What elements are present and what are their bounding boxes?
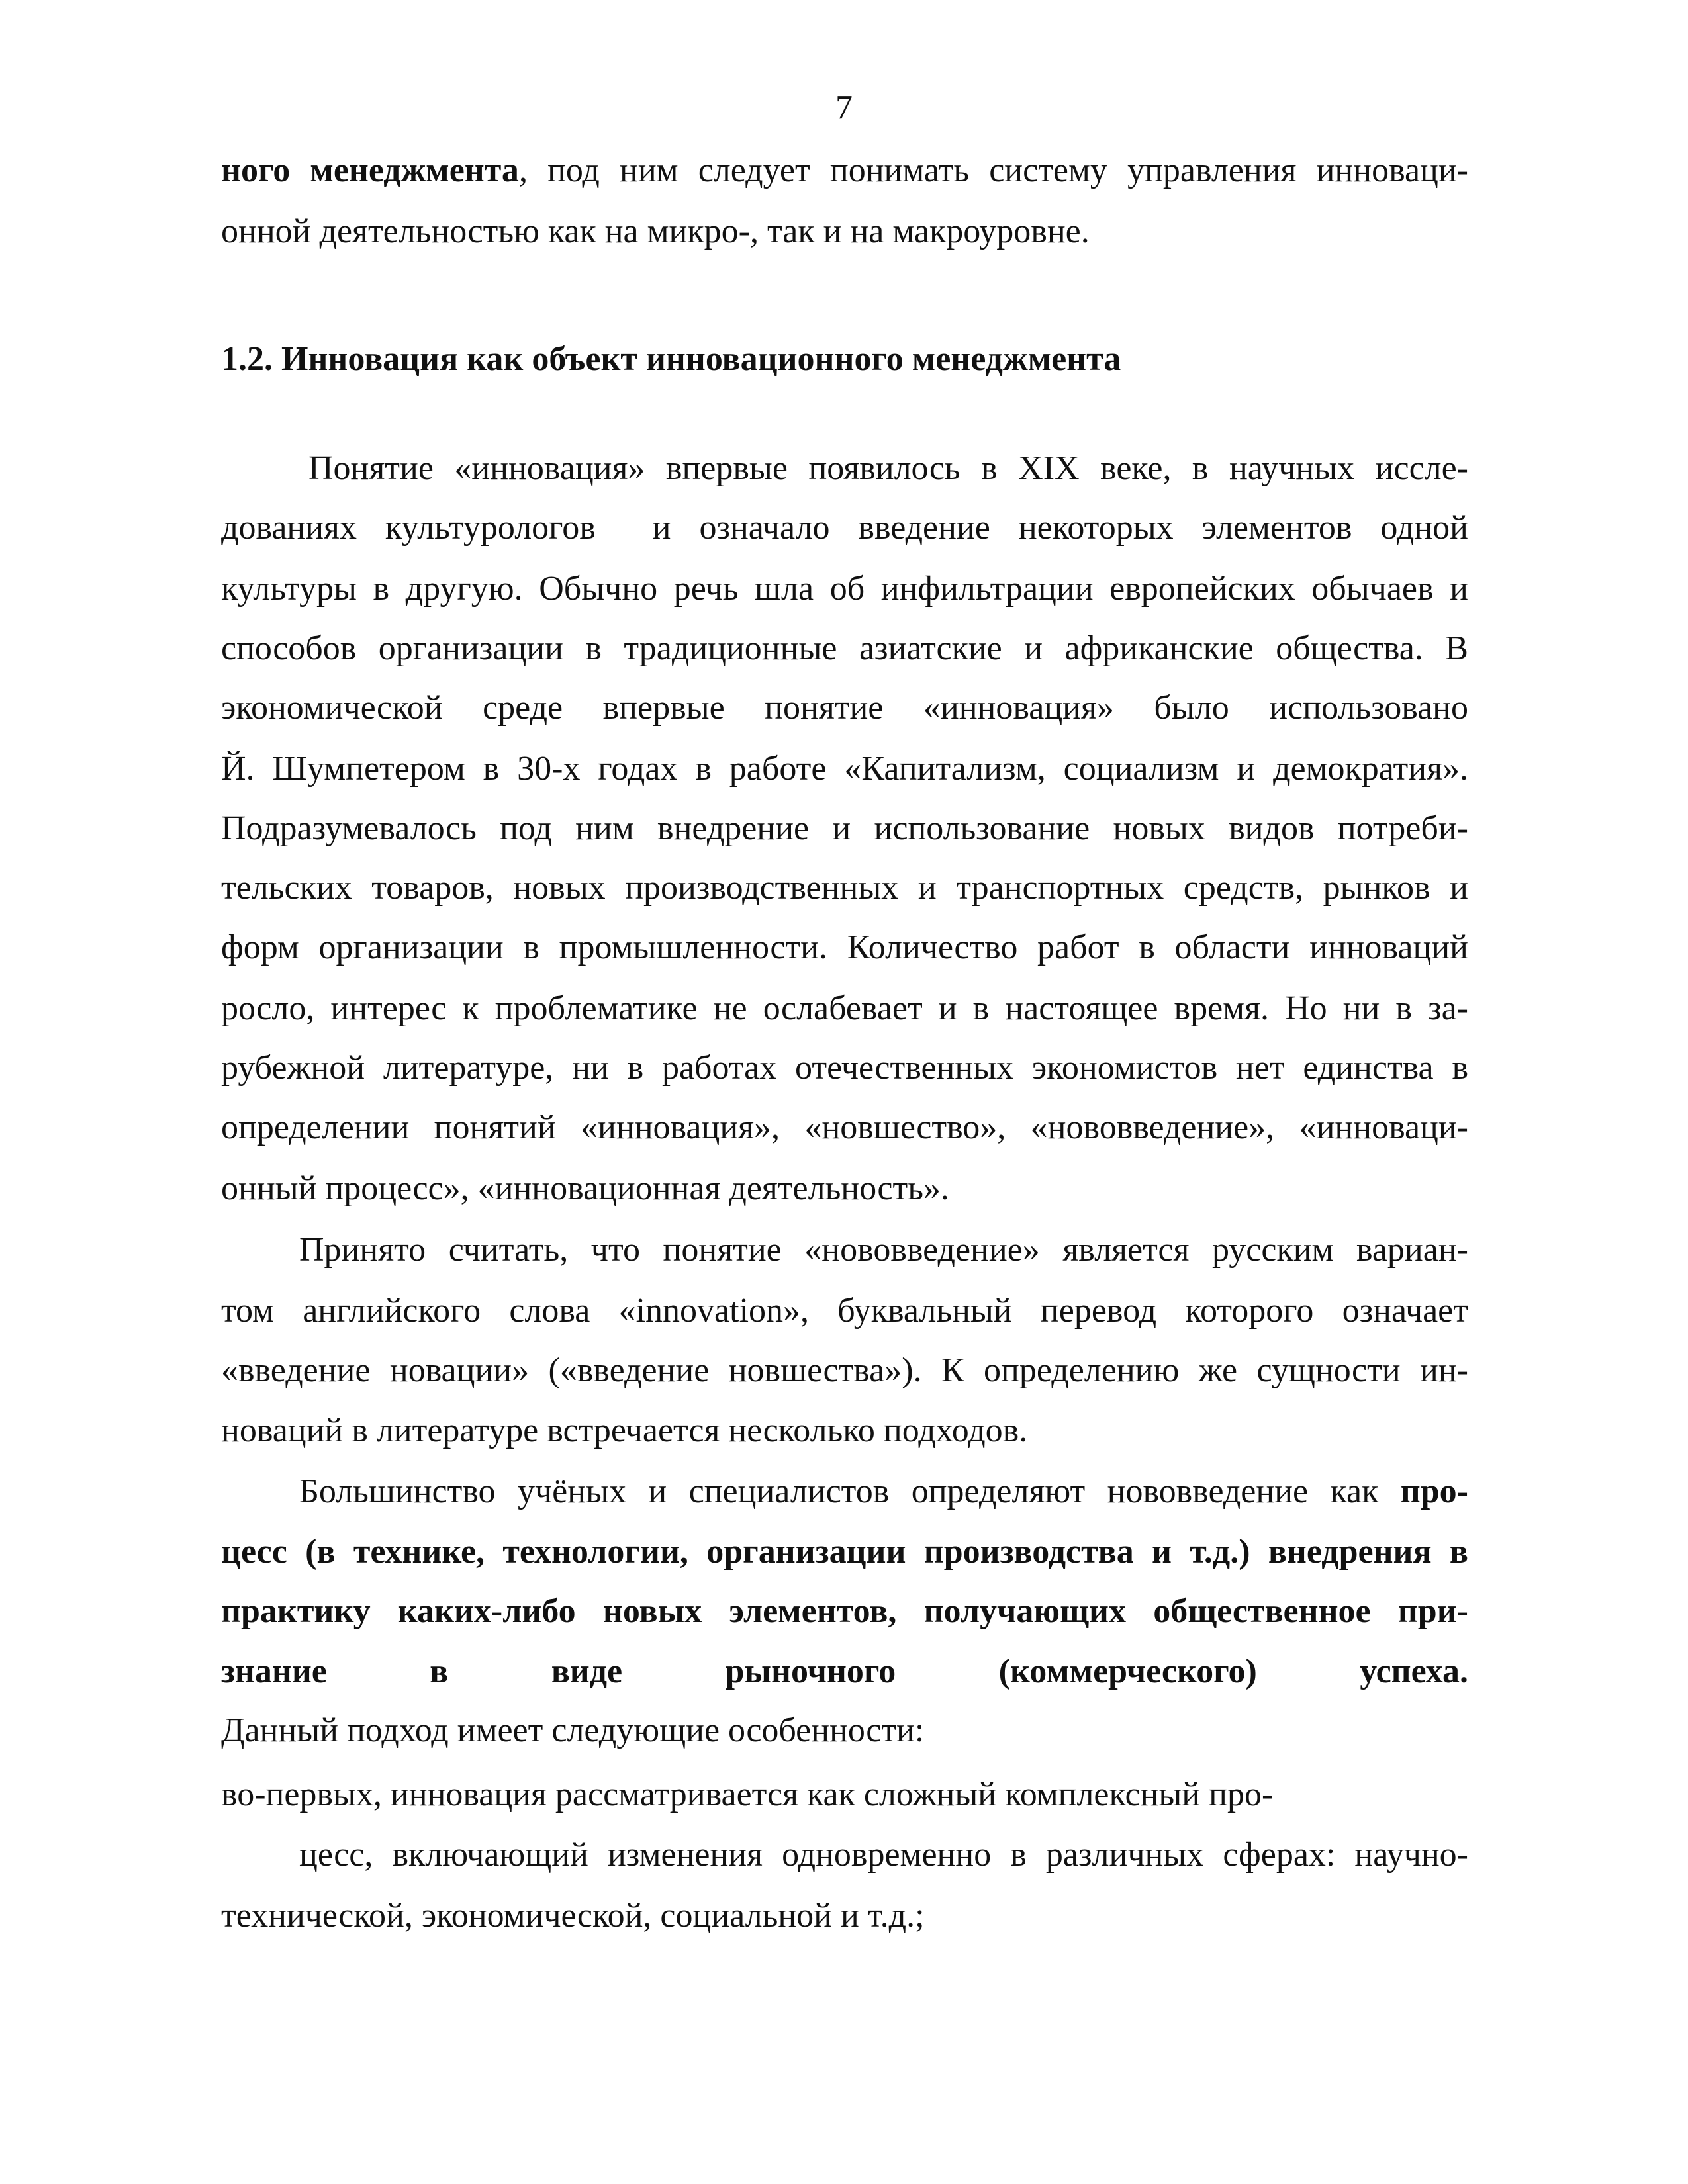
bold-text-segment: ного менеджмента [221, 152, 519, 189]
bold-text-segment: про- [1400, 1473, 1468, 1510]
text-segment: , под ним следует понимать систему управления инноваци- [518, 152, 1468, 189]
text-segment: во-первых, инновация рассматривается как сложный комплексный про- [221, 1776, 1274, 1813]
text-line [221, 1593, 1468, 1630]
text-line [221, 570, 1468, 608]
text-segment: цесс, включающий изменения одновременно в различных сферах: научно- [299, 1836, 1468, 1874]
text-line [221, 870, 1468, 907]
bold-text-segment: практику каких-либо новых элементов, получающих общественное при- [221, 1592, 1468, 1630]
text-segment: Данный подход имеет следующие особенности: [221, 1711, 925, 1749]
text-segment: способов организации в традиционные азиатские и африканские общества. В [221, 629, 1468, 667]
text-segment: рубежной литературе, ни в работах отечественных экономистов нет единства в [221, 1049, 1468, 1087]
text-segment: Большинство учёных и специалистов определяют нововведение как [299, 1473, 1401, 1510]
text-line [299, 1232, 1468, 1269]
text-segment: дованиях культурологов и означало введение некоторых элементов одной [221, 509, 1468, 547]
text-line [221, 1170, 1468, 1207]
text-segment: онный процесс», «инновационная деятельность». [221, 1169, 949, 1207]
text-segment: новаций в литературе встречается несколько подходов. [221, 1412, 1028, 1449]
text-line [221, 990, 1468, 1027]
text-line [299, 1473, 1468, 1510]
text-segment: онной деятельностью как на микро-, так и на макроуровне. [221, 212, 1090, 250]
text-segment: Подразумевалось под ним внедрение и использование новых видов потреби- [221, 809, 1468, 847]
bold-text-segment: знание в виде рыночного (коммерческого) успеха. [221, 1653, 1468, 1690]
text-line [308, 450, 1468, 487]
section-heading: 1.2. Инновация как объект инновационного менеджмента [221, 340, 1121, 378]
text-segment: культуры в другую. Обычно речь шла об инфильтрации европейских обычаев и [221, 570, 1468, 608]
bold-text-segment: цесс (в технике, технологии, организации производства и т.д.) внедрения в [221, 1533, 1468, 1570]
text-line [221, 1109, 1468, 1146]
text-line [221, 751, 1468, 788]
text-line [221, 1776, 1468, 1813]
text-line [221, 690, 1468, 727]
text-line [221, 630, 1468, 667]
text-line [221, 810, 1468, 847]
text-line [221, 1412, 1468, 1449]
text-segment: экономической среде впервые понятие «инновация» было использовано [221, 689, 1468, 727]
text-segment: том английского слова «innovation», буквальный перевод которого означает [221, 1292, 1468, 1330]
text-line [221, 1293, 1468, 1330]
text-segment: росло, интерес к проблематике не ослабевает и в настоящее время. Но ни в за- [221, 989, 1468, 1027]
text-line [221, 929, 1468, 966]
text-segment: технической, экономической, социальной и т.д.; [221, 1897, 925, 1934]
text-line [221, 510, 1468, 547]
text-segment: Принято считать, что понятие «нововведение» является русским вариан- [299, 1231, 1468, 1269]
text-line [221, 1897, 1468, 1934]
text-line [221, 1050, 1468, 1087]
text-segment: Й. Шумпетером в 30-х годах в работе «Капитализм, социализм и демократия». [221, 750, 1468, 788]
text-segment: форм организации в промышленности. Количество работ в области инноваций [221, 929, 1468, 966]
text-line [299, 1837, 1468, 1874]
page-number: 7 [835, 89, 853, 126]
text-segment: определении понятий «инновация», «новшество», «нововведение», «инноваци- [221, 1109, 1468, 1146]
text-segment: тельских товаров, новых производственных и транспортных средств, рынков и [221, 869, 1468, 907]
text-line [221, 1352, 1468, 1389]
text-segment: «введение новации» («введение новшества»). К определению же сущности ин- [221, 1351, 1468, 1389]
text-line [221, 152, 1468, 189]
text-line [221, 213, 1468, 250]
text-line [221, 1653, 1468, 1690]
text-line [221, 1533, 1468, 1570]
text-segment: Понятие «инновация» впервые появилось в XIX веке, в научных иссле- [308, 449, 1468, 487]
text-line [221, 1712, 1468, 1749]
